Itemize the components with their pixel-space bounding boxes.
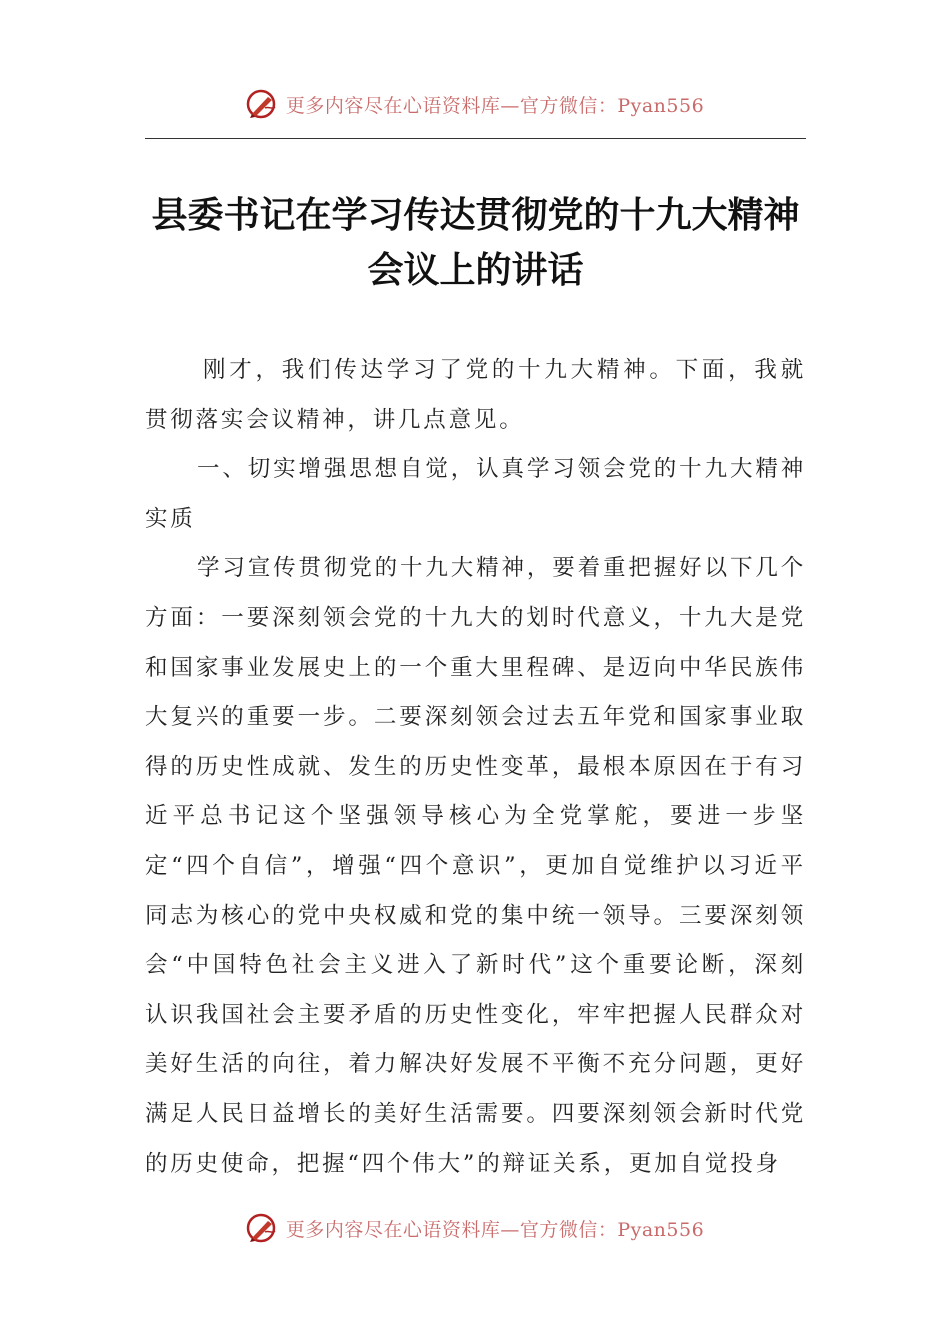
footer-watermark bbox=[0, 1208, 950, 1248]
watermark-text: 更多内容尽在心语资料库—官方微信：Pyan556 bbox=[285, 1218, 705, 1241]
title-line-1: 县委书记在学习传达贯彻党的十九大精神 bbox=[151, 194, 800, 236]
section-heading-1: 一、切实增强思想自觉，认真学习领会党的十九大精神实质 bbox=[145, 456, 806, 532]
document-body bbox=[145, 346, 806, 1189]
document-title bbox=[145, 188, 806, 298]
header-rule bbox=[145, 138, 806, 139]
title-line-2: 会议上的讲话 bbox=[367, 249, 584, 291]
header-watermark bbox=[0, 84, 950, 124]
pen-logo-icon bbox=[246, 88, 278, 120]
paragraph-body: 学习宣传贯彻党的十九大精神，要着重把握好以下几个方面：一要深刻领会党的十九大的划时代意义，十九大是党和国家事业发展史上的一个重大里程碑、是迈向中华民族伟大复兴的重要一步。二要深刻领会过去五年党和国家事业取得的历史性成就、发生的历史性变革，最根本原因在于有习近平总书记这个坚强领导核心为全党掌舵，要进一步坚定“四个自信”，增强“四个意识”，更加自觉维护以习近平同志为核心的党中央权威和党的集中统一领导。三要深刻领会“中国特色社会主义进入了新时代”这个重要论断，深刻认识我国社会主要矛盾的历史性变化，牢牢把握人民群众对美好生活的向往，着力解决好发展不平衡不充分问题，更好满足人民日益增长的美好生活需要。四要深刻领会新时代党的历史使命，把握“四个伟大”的辩证关系，更加自觉投身 bbox=[145, 555, 806, 1177]
pen-logo-icon bbox=[246, 1212, 278, 1244]
watermark-text: 更多内容尽在心语资料库—官方微信：Pyan556 bbox=[285, 94, 705, 117]
paragraph-intro: 刚才，我们传达学习了党的十九大精神。下面，我就贯彻落实会议精神，讲几点意见。 bbox=[145, 357, 806, 433]
